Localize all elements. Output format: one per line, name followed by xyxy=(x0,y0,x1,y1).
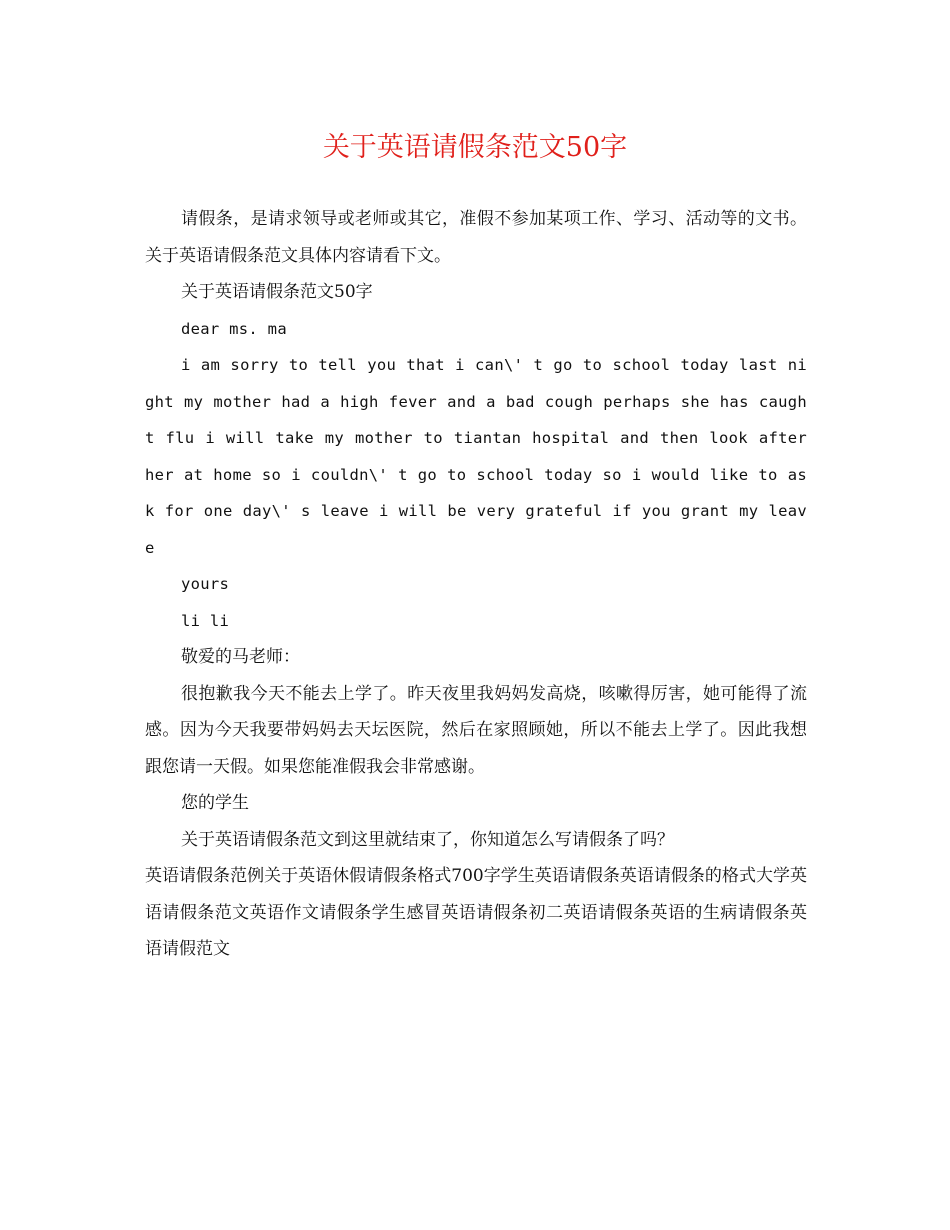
conclusion-paragraph: 关于英语请假条范文到这里就结束了，你知道怎么写请假条了吗？ xyxy=(181,829,674,850)
english-letter-body: i am sorry to tell you that i can\' t go to school today last night my mother had a high fever and a bad cough perhaps she has caught flu i will take my mother to tiantan hospital and then look after her at home so i couldn\' t go to school today so i would like to ask for one day\' s leave i will be very grateful if you grant my leave xyxy=(145,356,807,557)
chinese-salutation: 敬爱的马老师： xyxy=(181,647,300,667)
english-salutation: dear ms. ma xyxy=(181,319,287,338)
chinese-letter-body: 很抱歉我今天不能去上学了。昨天夜里我妈妈发高烧，咳嗽得厉害，她可能得了流感。因为今天我要带妈妈去天坛医院，然后在家照顾她，所以不能去上学了。因此我想跟您请一天假。如果您能准假我会非常感谢。 xyxy=(145,683,807,777)
related-keywords: 英语请假条范例关于英语休假请假条格式700字学生英语请假条英语请假条的格式大学英语请假条范文英语作文请假条学生感冒英语请假条初二英语请假条英语的生病请假条英语请假范文 xyxy=(145,866,807,959)
page-title: 关于英语请假条范文50字 xyxy=(322,132,628,163)
english-closing: yours xyxy=(181,575,230,593)
intro-paragraph: 请假条，是请求领导或老师或其它，准假不参加某项工作、学习、活动等的文书。关于英语请假条范文具体内容请看下文。 xyxy=(145,209,807,266)
english-signature: li li xyxy=(181,611,230,630)
chinese-closing: 您的学生 xyxy=(181,793,249,813)
document-body xyxy=(145,201,807,968)
subheading: 关于英语请假条范文50字 xyxy=(181,282,373,302)
